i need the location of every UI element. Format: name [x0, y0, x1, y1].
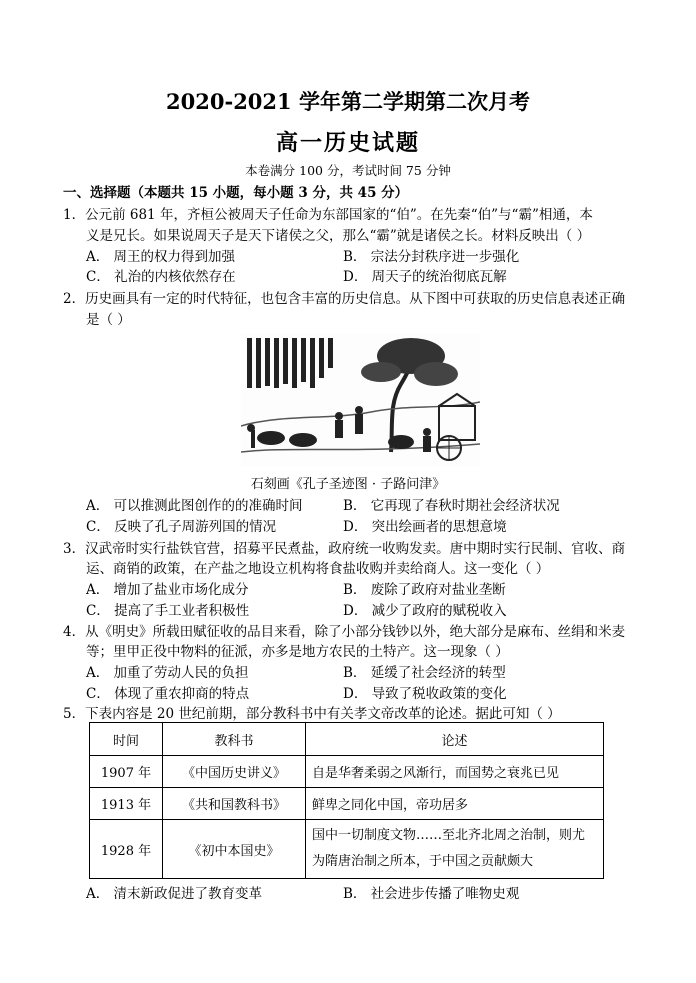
table-cell-statement: 自是华奢柔弱之风渐行，而国势之衰兆已见: [306, 756, 604, 788]
table-row: [90, 756, 604, 788]
table-header-time: 时间: [90, 723, 163, 756]
q3-stem-line1: 3．汉武帝时实行盐铁官营，招募平民煮盐，政府统一收购发卖。唐中期时实行民制、官收、商: [63, 541, 626, 557]
section-heading: 一、选择题（本题共 15 小题，每小题 3 分，共 45 分）: [63, 185, 409, 201]
q2-stem-line2: 是（ ）: [86, 312, 131, 328]
table-cell-statement: [306, 820, 604, 879]
q1-stem-line2: 义是兄长。如果说周天子是天下诸侯之父，那么“霸”就是诸侯之长。材料反映出（ ）: [86, 228, 591, 244]
q4-stem-line1: 4．从《明史》所载田赋征收的品目来看，除了小部分钱钞以外，绝大部分是麻布、丝绢和米麦: [63, 624, 626, 640]
table-row: [90, 788, 604, 820]
q1-option-d: D． 周天子的统治彻底瓦解: [343, 269, 507, 285]
q3-stem-line2: 运、商销的政策，在产盐之地设立机构将食盐收购并卖给商人。这一变化（ ）: [86, 561, 550, 577]
table-cell-statement: 鲜卑之同化中国，帝功居多: [306, 788, 604, 820]
table-header-textbook: 教科书: [163, 723, 306, 756]
table-cell-time: 1913 年: [90, 788, 163, 820]
statement-line2: 为隋唐治制之所本，于中国之贡献颇大: [312, 854, 534, 869]
q4-option-d: D． 导致了税收政策的变化: [343, 686, 507, 702]
table-cell-textbook: 《初中本国史》: [163, 820, 306, 879]
figure-caption: 石刻画《孔子圣迹图 · 子路问津》: [250, 477, 446, 492]
table-cell-time: 1928 年: [90, 820, 163, 879]
q3-option-a: A． 增加了盐业市场化成分: [86, 582, 249, 598]
q4-option-b: B． 延缓了社会经济的转型: [343, 665, 506, 681]
table-cell-time: 1907 年: [90, 756, 163, 788]
q1-option-a: A． 周王的权力得到加强: [86, 249, 236, 265]
q3-option-c: C． 提高了手工业者积极性: [86, 603, 250, 619]
q5-stem-line1: 5．下表内容是 20 世纪前期，部分教科书中有关孝文帝改革的论述。据此可知（ ）: [63, 706, 561, 722]
table-header-row: [90, 723, 604, 756]
q1-option-b: B． 宗法分封秩序进一步强化: [343, 249, 520, 265]
stone-carving-illustration: [241, 334, 480, 466]
q2-option-b: B． 它再现了春秋时期社会经济状况: [343, 498, 560, 514]
q2-option-c: C． 反映了孔子周游列国的情况: [86, 519, 277, 535]
q4-option-c: C． 体现了重农抑商的特点: [86, 686, 250, 702]
q2-option-a: A． 可以推测此图创作的的准确时间: [86, 498, 303, 514]
q2-stem-line1: 2．历史画具有一定的时代特征，也包含丰富的历史信息。从下图中可获取的历史信息表述正确: [63, 291, 626, 307]
q3-option-d: D． 减少了政府的赋税收入: [343, 603, 507, 619]
table-cell-textbook: 《共和国教科书》: [163, 788, 306, 820]
q5-option-a: A． 清末新政促进了教育变革: [86, 886, 263, 902]
q4-option-a: A． 加重了劳动人民的负担: [86, 665, 249, 681]
statement-line1: 国中一切制度文物……至北齐北周之治制，则尤: [312, 828, 586, 843]
q4-stem-line2: 等；里甲正役中物料的征派，亦多是地方农民的土特产。这一现象（ ）: [86, 644, 509, 660]
exam-subtitle: 高一历史试题: [275, 130, 420, 156]
q3-option-b: B． 废除了政府对盐业垄断: [343, 582, 506, 598]
table-cell-textbook: 《中国历史讲义》: [163, 756, 306, 788]
q1-stem-line1: 1．公元前 681 年，齐桓公被周天子任命为东部国家的“伯”。在先秦“伯”与“霸”相通，本: [63, 207, 593, 223]
exam-info: 本卷满分 100 分，考试时间 75 分钟: [245, 163, 451, 178]
table-row: [90, 820, 604, 879]
table-header-statement: 论述: [306, 723, 604, 756]
q1-option-c: C． 礼治的内核依然存在: [86, 269, 236, 285]
q5-option-b: B． 社会进步传播了唯物史观: [343, 886, 520, 902]
textbook-table: [89, 722, 604, 879]
q2-option-d: D． 突出绘画者的思想意境: [343, 519, 507, 535]
exam-title: 2020-2021 学年第二学期第二次月考: [166, 89, 530, 114]
